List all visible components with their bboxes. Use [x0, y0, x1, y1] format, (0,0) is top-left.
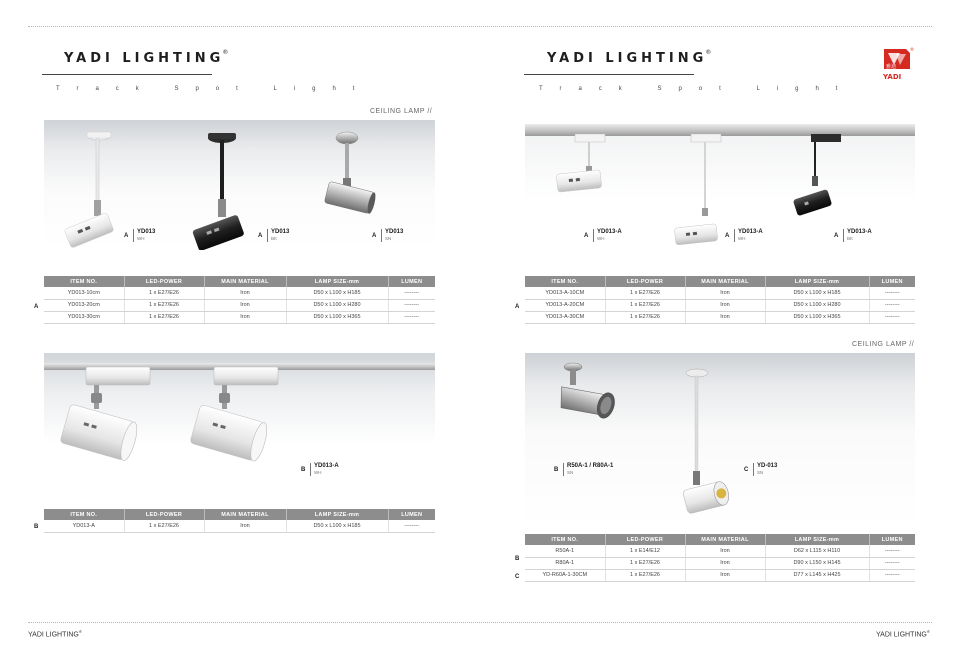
model-code: YD013	[271, 229, 290, 235]
subtitle-right: Track Spot Light	[539, 86, 855, 92]
cell: --------	[388, 299, 435, 311]
group-letter: A	[584, 233, 589, 239]
spec-table-yd013-a-pendant	[525, 276, 915, 324]
table-group-letter-b-left: B	[34, 524, 39, 530]
product-image-panel-yd013-a	[44, 353, 435, 483]
group-letter: B	[301, 467, 306, 473]
table-row	[525, 299, 915, 311]
cell: --------	[388, 287, 435, 299]
reg-mark: ®	[78, 629, 82, 634]
cell: Iron	[204, 520, 286, 532]
top-dotted-divider	[28, 26, 932, 27]
table-row	[44, 287, 435, 299]
brand-name-right: YADI LIGHTING	[547, 51, 708, 66]
model-code: YD013-A	[314, 463, 339, 469]
model-code: YD013-A	[738, 229, 763, 235]
finish-code: WH	[597, 236, 605, 241]
cell: --------	[869, 287, 915, 299]
cell: --------	[869, 557, 915, 569]
cell: YD013-A-10CM	[525, 287, 605, 299]
col-led-power: LED-POWER	[124, 509, 204, 520]
table-group-letter-a-left: A	[34, 304, 39, 310]
model-code: YD013-A	[597, 229, 622, 235]
brand-title-left	[64, 51, 230, 66]
cell: D90 x L150 x H145	[765, 557, 869, 569]
table-row	[44, 311, 435, 323]
footer-brand-right	[876, 629, 930, 638]
cell: 1 x E27/E26	[605, 311, 685, 323]
cell: YD013-A-20CM	[525, 299, 605, 311]
cell: D50 x L100 x H365	[765, 311, 869, 323]
reg-mark: ®	[926, 629, 930, 634]
cell: 1 x E27/E26	[124, 299, 204, 311]
table-row	[525, 545, 915, 557]
col-main-material: MAIN MATERIAL	[204, 509, 286, 520]
cell: D50 x L100 x H365	[286, 311, 388, 323]
finish-code: SN	[757, 470, 764, 475]
finish-code: BK	[847, 236, 854, 241]
table-group-letter-b-right: B	[515, 556, 520, 562]
cell: --------	[388, 520, 435, 532]
col-lumen: LUMEN	[388, 276, 435, 287]
col-item-no: ITEM NO.	[525, 534, 605, 545]
table-row	[525, 311, 915, 323]
cell: YD013-10cm	[44, 287, 124, 299]
cell: 1 x E14/E12	[605, 545, 685, 557]
cell: --------	[869, 299, 915, 311]
finish-code: SN	[385, 236, 392, 241]
brand-title-right	[547, 51, 713, 66]
model-code: R50A-1 / R80A-1	[567, 463, 614, 469]
cell: Iron	[204, 311, 286, 323]
col-lumen: LUMEN	[869, 276, 915, 287]
reg-mark: ®	[705, 49, 712, 56]
col-item-no: ITEM NO.	[525, 276, 605, 287]
yadi-logo-icon	[880, 45, 914, 83]
cell: Iron	[685, 311, 765, 323]
col-main-material: MAIN MATERIAL	[685, 276, 765, 287]
reg-mark: ®	[222, 49, 229, 56]
cell: YD-R60A-1-30CM	[525, 569, 605, 581]
cell: 1 x E27/E26	[124, 520, 204, 532]
finish-code: BK	[271, 236, 278, 241]
cell: 1 x E27/E26	[605, 557, 685, 569]
model-code: YD013-A	[847, 229, 872, 235]
model-code: YD013	[385, 229, 404, 235]
col-lamp-size: LAMP SIZE-mm	[286, 509, 388, 520]
cell: YD013-20cm	[44, 299, 124, 311]
cell: YD013-A-30CM	[525, 311, 605, 323]
finish-code: SN	[567, 470, 574, 475]
table-row	[525, 287, 915, 299]
cell: 1 x E27/E26	[605, 287, 685, 299]
col-lamp-size: LAMP SIZE-mm	[765, 534, 869, 545]
table-row	[44, 520, 435, 532]
spec-table-r50a-yd013	[525, 534, 915, 582]
cell: Iron	[685, 557, 765, 569]
col-item-no: ITEM NO.	[44, 276, 124, 287]
spec-table-yd013-a	[44, 509, 435, 533]
r50a-yd013-illustration	[525, 353, 915, 529]
logo-wordmark: YADI	[883, 73, 902, 81]
bottom-dotted-divider	[28, 622, 932, 623]
group-letter: A	[834, 233, 839, 239]
table-group-letter-a-right: A	[515, 304, 520, 310]
table-header-row	[44, 509, 435, 520]
subtitle-left: Track Spot Light	[56, 86, 372, 92]
spec-table-yd013	[44, 276, 435, 324]
yd013-lamps-illustration	[44, 120, 435, 250]
cell: Iron	[204, 299, 286, 311]
group-letter: A	[258, 233, 263, 239]
group-letter: A	[124, 233, 129, 239]
footer-brand-text: YADI LIGHTING	[876, 631, 927, 639]
group-letter: B	[554, 467, 559, 473]
product-image-panel-yd013	[44, 120, 435, 250]
cell: --------	[388, 311, 435, 323]
finish-code: WH	[137, 236, 145, 241]
col-lumen: LUMEN	[869, 534, 915, 545]
table-header-row	[525, 276, 915, 287]
table-row	[44, 299, 435, 311]
cell: Iron	[685, 299, 765, 311]
col-led-power: LED-POWER	[124, 276, 204, 287]
cell: D77 x L145 x H425	[765, 569, 869, 581]
footer-brand-text: YADI LIGHTING	[28, 631, 79, 639]
table-header-row	[525, 534, 915, 545]
cell: Iron	[685, 545, 765, 557]
table-row	[525, 569, 915, 581]
col-item-no: ITEM NO.	[44, 509, 124, 520]
group-letter: C	[744, 467, 749, 473]
model-code: YD-013	[757, 463, 778, 469]
cell: 1 x E27/E26	[124, 287, 204, 299]
cell: Iron	[204, 287, 286, 299]
cell: --------	[869, 545, 915, 557]
model-code: YD013	[137, 229, 156, 235]
cell: 1 x E27/E26	[605, 299, 685, 311]
brand-underline-left	[42, 74, 212, 75]
logo-chinese-text: 雅迪	[886, 64, 897, 70]
footer-brand-left	[28, 629, 82, 638]
cell: D50 x L100 x H280	[286, 299, 388, 311]
brand-name-left: YADI LIGHTING	[64, 51, 225, 66]
cell: D50 x L100 x H185	[286, 520, 388, 532]
logo-reg-mark: ®	[910, 47, 914, 52]
col-lamp-size: LAMP SIZE-mm	[765, 276, 869, 287]
group-letter: A	[725, 233, 730, 239]
cell: R50A-1	[525, 545, 605, 557]
cell: Iron	[685, 287, 765, 299]
yd013-a-track-illustration	[44, 353, 435, 483]
col-led-power: LED-POWER	[605, 276, 685, 287]
cell: Iron	[685, 569, 765, 581]
cell: 1 x E27/E26	[605, 569, 685, 581]
col-main-material: MAIN MATERIAL	[204, 276, 286, 287]
cell: D50 x L100 x H185	[765, 287, 869, 299]
col-lumen: LUMEN	[388, 509, 435, 520]
table-group-letter-c-right: C	[515, 574, 520, 580]
cell: D62 x L115 x H110	[765, 545, 869, 557]
cell: 1 x E27/E26	[124, 311, 204, 323]
ceiling-lamp-label-left: CEILING LAMP //	[370, 108, 433, 115]
cell: D50 x L100 x H280	[765, 299, 869, 311]
brand-underline-right	[524, 74, 694, 75]
cell: YD013-30cm	[44, 311, 124, 323]
col-main-material: MAIN MATERIAL	[685, 534, 765, 545]
col-lamp-size: LAMP SIZE-mm	[286, 276, 388, 287]
cell: --------	[869, 569, 915, 581]
table-row	[525, 557, 915, 569]
finish-code: WH	[314, 470, 322, 475]
col-led-power: LED-POWER	[605, 534, 685, 545]
cell: R80A-1	[525, 557, 605, 569]
cell: D50 x L100 x H185	[286, 287, 388, 299]
group-letter: A	[372, 233, 377, 239]
product-image-panel-r50a-yd013	[525, 353, 915, 529]
ceiling-lamp-label-right: CEILING LAMP //	[852, 341, 915, 348]
cell: YD013-A	[44, 520, 124, 532]
table-header-row	[44, 276, 435, 287]
cell: --------	[869, 311, 915, 323]
finish-code: WH	[738, 236, 746, 241]
